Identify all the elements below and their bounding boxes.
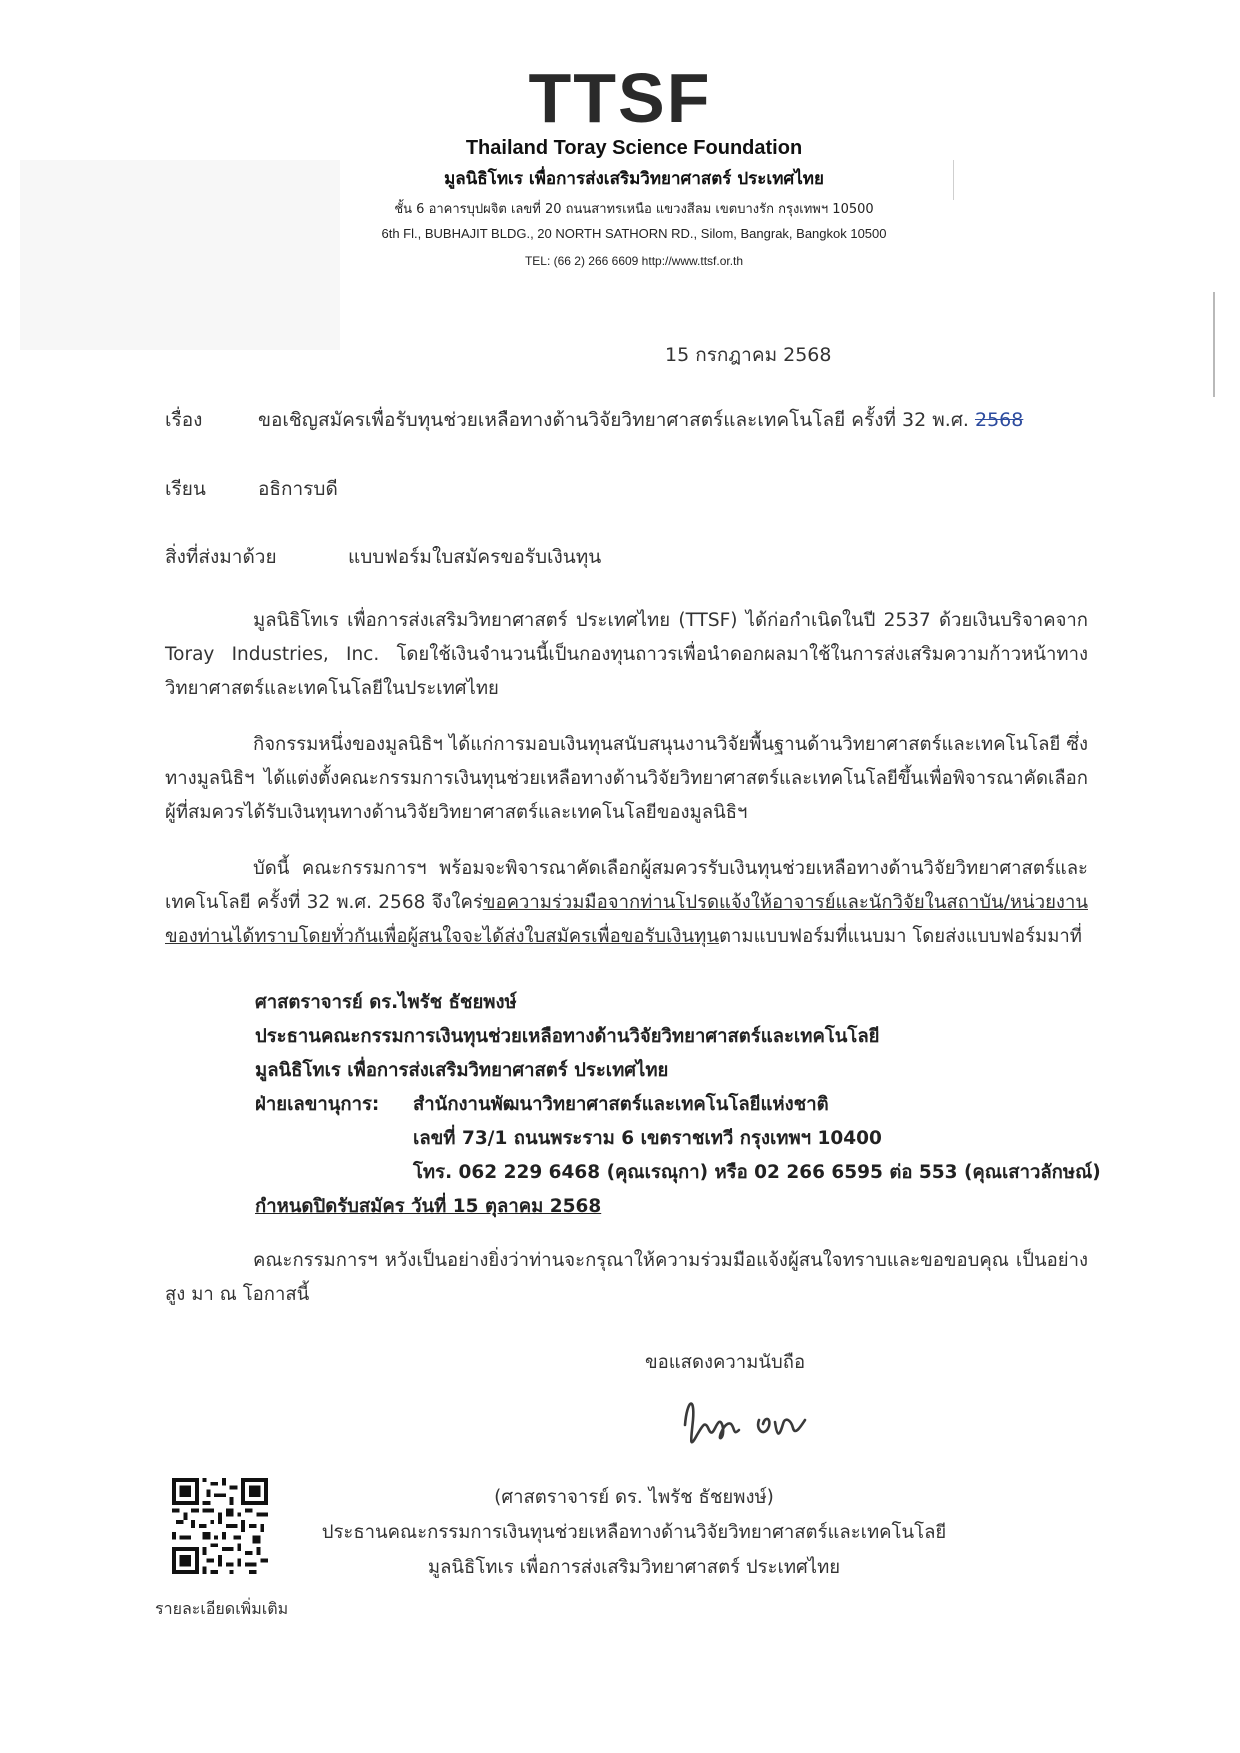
application-deadline: กำหนดปิดรับสมัคร วันที่ 15 ตุลาคม 2568 [255,1196,602,1217]
contact-organization: มูลนิธิโทเร เพื่อการส่งเสริมวิทยาศาสตร์ ประเทศไทย [255,1060,669,1081]
paragraph-3 [165,852,1088,954]
to-value: อธิการบดี [258,478,338,500]
subject-text [258,405,1023,435]
secretariat-org: สำนักงานพัฒนาวิทยาศาสตร์และเทคโนโลยีแห่งชาติ [413,1094,829,1115]
to-label: เรียน [165,478,206,500]
paragraph-2 [165,728,1088,830]
paragraph-1-text: มูลนิธิโทเร เพื่อการส่งเสริมวิทยาศาสตร์ ประเทศไทย (TTSF) ได้ก่อกำเนิดในปี 2537 ด้วยเงินบริจาคจาก Toray Industries, Inc. โดยใช้เงินจำนวนนี้เป็นกองทุนถาวรเพื่อนำดอกผลมาใช้ในการส่งเสริมความก้าวหน้าทางวิทยาศาสตร์และเทคโนโลยีในประเทศไทย [165,610,1088,699]
logo-ttsf: TTSF [528,59,712,137]
address-en: 6th Fl., BUBHAJIT BLDG., 20 NORTH SATHORN RD., Silom, Bangrak, Bangkok 10500 [381,226,887,241]
paragraph-3-text-b: ขอความร่วมมือจากท่านโปรดแจ้งให้อาจารย์และนักวิจัยในสถาบัน/หน่วยงานของท่านได้ทราบโดยทั่วกันเพื่อผู้สนใจจะได้ส่งใบสมัครเพื่อขอรับเงินทุน [165,892,1088,947]
enclosure-value: แบบฟอร์มใบสมัครขอรับเงินทุน [348,546,602,568]
contact-name: ศาสตราจารย์ ดร.ไพรัช ธัชยพงษ์ [255,992,517,1013]
paragraph-3-text-a: บัดนี้ คณะกรรมการฯ พร้อมจะพิจารณาคัดเลือกผู้สมควรรับเงินทุนช่วยเหลือทางด้านวิจัยวิทยาศาสตร์และเทคโนโลยี ครั้งที่ 32 พ.ศ. 2568 จึงใคร่ [165,858,1088,913]
contact-position: ประธานคณะกรรมการเงินทุนช่วยเหลือทางด้านวิจัยวิทยาศาสตร์และเทคโนโลยี [255,1026,880,1047]
qr-code[interactable] [172,1478,268,1574]
letter-date: 15 กรกฎาคม 2568 [665,344,832,366]
signatory-position: ประธานคณะกรรมการเงินทุนช่วยเหลือทางด้านวิจัยวิทยาศาสตร์และเทคโนโลยี [321,1522,947,1543]
org-name-th: มูลนิธิโทเร เพื่อการส่งเสริมวิทยาศาสตร์ ประเทศไทย [444,169,824,189]
signatory-organization: มูลนิธิโทเร เพื่อการส่งเสริมวิทยาศาสตร์ ประเทศไทย [427,1557,841,1578]
qr-caption: รายละเอียดเพิ่มเติม [155,1599,289,1618]
subject-label: เรื่อง [165,409,203,431]
signatory-name: (ศาสตราจารย์ ดร. ไพรัช ธัชยพงษ์) [494,1487,774,1508]
secretariat-label: ฝ่ายเลขานุการ: [255,1094,380,1115]
paragraph-2-text: กิจกรรมหนึ่งของมูลนิธิฯ ได้แก่การมอบเงินทุนสนับสนุนงานวิจัยพื้นฐานด้านวิทยาศาสตร์และเทคโนโลยี ซึ่งทางมูลนิธิฯ ได้แต่งตั้งคณะกรรมการเงินทุนช่วยเหลือทางด้านวิจัยวิทยาศาสตร์และเทคโนโลยีขึ้นเพื่อพิจารณาคัดเลือกผู้ที่สมควรได้รับเงินทุนทางด้านวิจัยวิทยาศาสตร์และเทคโนโลยีของมูลนิธิฯ [165,734,1088,823]
secretariat-address: เลขที่ 73/1 ถนนพระราม 6 เขตราชเทวี กรุงเทพฯ 10400 [413,1128,882,1149]
signature-image [675,1380,825,1460]
secretariat-phone: โทร. 062 229 6468 (คุณเรณุกา) หรือ 02 266 6595 ต่อ 553 (คุณเสาวลักษณ์) [413,1162,1101,1183]
paragraph-3-text-c: ตามแบบฟอร์มที่แนบมา โดยส่งแบบฟอร์มมาที่ [719,926,1082,947]
org-name-en: Thailand Toray Science Foundation [465,137,803,159]
closing-phrase: ขอแสดงความนับถือ [645,1352,806,1373]
contact-tel: TEL: (66 2) 266 6609 http://www.ttsf.or.th [524,254,744,268]
address-th: ชั้น 6 อาคารบุปผจิต เลขที่ 20 ถนนสาทรเหนือ แขวงสีลม เขตบางรัก กรุงเทพฯ 10500 [394,202,874,217]
scan-edge-line [1213,292,1215,397]
subject-body: ขอเชิญสมัครเพื่อรับทุนช่วยเหลือทางด้านวิจัยวิทยาศาสตร์และเทคโนโลยี ครั้งที่ 32 พ.ศ. [258,409,969,431]
paragraph-4-text: คณะกรรมการฯ หวังเป็นอย่างยิ่งว่าท่านจะกรุณาให้ความร่วมมือแจ้งผู้สนใจทราบและขอขอบคุณ เป็นอย่างสูง มา ณ โอกาสนี้ [165,1250,1088,1305]
paragraph-1 [165,604,1088,706]
enclosure-label: สิ่งที่ส่งมาด้วย [165,546,277,568]
paragraph-4 [165,1244,1088,1312]
subject-year: 2568 [974,409,1024,431]
